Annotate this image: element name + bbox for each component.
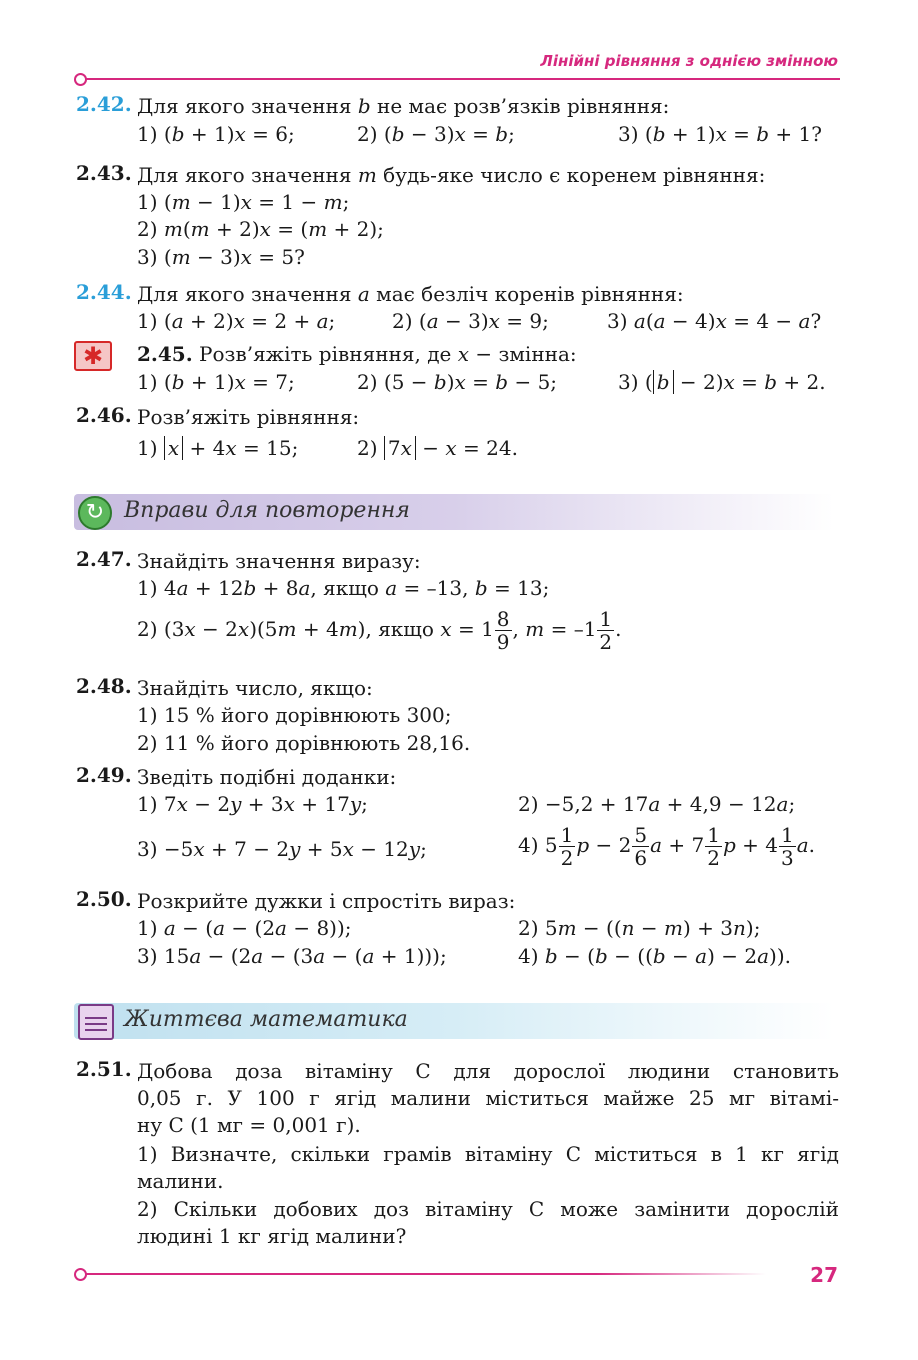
star-icon: ✱ — [74, 341, 112, 371]
exercise-number: 2.46. — [76, 403, 132, 427]
exercise-2-43-text: Для якого значення m будь-яке число є коренем рівняння: — [137, 163, 766, 187]
exercise-2-43 — [76, 159, 132, 187]
exercise-2-46 — [76, 401, 132, 429]
repeat-icon: ↻ — [78, 496, 112, 530]
exercise-2-51-line-7: людині 1 кг ягід малини? — [137, 1224, 407, 1248]
exercise-2-49-text: Зведіть подібні доданки: — [137, 765, 397, 789]
exercise-2-51-line-2: 0,05 г. У 100 г ягід малини міститься майже 25 мг вітамі- — [137, 1086, 839, 1110]
exercise-2-51-line-5: малини. — [137, 1169, 224, 1193]
section-banner-life-math — [74, 1003, 834, 1039]
exercise-number: 2.47. — [76, 547, 132, 571]
exercise-2-49 — [76, 761, 132, 789]
running-head: Лінійні рівняння з однією змінною — [540, 52, 838, 70]
exercise-2-48 — [76, 672, 132, 700]
exercise-2-50 — [76, 885, 132, 913]
exercise-number: 2.49. — [76, 763, 132, 787]
exercise-2-48-item-1: 1) 15 % його дорівнюють 300; — [137, 703, 452, 727]
exercise-number: 2.50. — [76, 887, 132, 911]
exercise-number: 2.48. — [76, 674, 132, 698]
exercise-2-48-item-2: 2) 11 % його дорівнюють 28,16. — [137, 731, 471, 755]
exercise-2-43-item-1: 1) (m − 1)x = 1 − m; — [137, 190, 350, 214]
exercise-2-49-row-2: 3) −5x + 7 − 2y + 5x − 12y; 4) 5 $\frac{1}{2}$ p − 2 $\frac{5}{6}$ a + 7 $\frac{1}{2}$ p + 4 $\frac{1}{3}$ a. — [137, 823, 816, 870]
exercise-2-47-text: Знайдіть значення виразу: — [137, 549, 421, 573]
exercise-2-48-text: Знайдіть число, якщо: — [137, 676, 373, 700]
exercise-2-47-item-1: 1) 4a + 12b + 8a, якщо a = –13, b = 13; — [137, 576, 550, 600]
exercise-2-43-item-2: 2) m(m + 2)x = (m + 2); — [137, 217, 384, 241]
exercise-number: 2.45. — [137, 342, 193, 366]
exercise-2-51-line-3: ну С (1 мг = 0,001 г). — [137, 1113, 361, 1137]
exercise-number: 2.42. — [76, 92, 132, 116]
exercise-2-42-text: Для якого значення b не має розв’язків рівняння: — [137, 94, 670, 118]
exercise-2-46-text: Розв’яжіть рівняння: — [137, 405, 360, 429]
exercise-2-47 — [76, 545, 132, 573]
notebook-icon — [78, 1004, 114, 1040]
exercise-2-50-text: Розкрийте дужки і спростіть вираз: — [137, 889, 516, 913]
exercise-2-44 — [76, 278, 132, 306]
section-title: Життєва математика — [124, 1007, 408, 1032]
exercise-number: 2.43. — [76, 161, 132, 185]
exercise-2-42 — [76, 90, 132, 118]
exercise-2-44-text: Для якого значення a має безліч коренів рівняння: — [137, 282, 684, 306]
exercise-2-47-item-2: 2) (3x − 2x)(5m + 4m), якщо x = 1 $\frac{8}{9}$ , m = –1 $\frac{1}{2}$ . — [137, 607, 622, 654]
footer-rule — [86, 1273, 766, 1275]
exercise-2-43-item-3: 3) (m − 3)x = 5? — [137, 245, 305, 269]
exercise-2-51-line-4: 1) Визначте, скільки грамів вітаміну С міститься в 1 кг ягід — [137, 1142, 839, 1166]
page-number: 27 — [810, 1263, 838, 1287]
section-banner-review — [74, 494, 834, 530]
exercise-2-51-line-1: Добова доза вітаміну С для дорослої людини становить — [137, 1059, 839, 1083]
exercise-2-45-text: 2.45. Розв’яжіть рівняння, де x − змінна: — [137, 342, 577, 366]
exercise-number: 2.51. — [76, 1057, 132, 1081]
section-title: Вправи для повторення — [124, 498, 410, 523]
exercise-number: 2.44. — [76, 280, 132, 304]
exercise-2-51-line-6: 2) Скільки добових доз вітаміну С може замінити дорослій — [137, 1197, 839, 1221]
header-rule — [86, 78, 840, 80]
exercise-2-51 — [76, 1055, 132, 1083]
